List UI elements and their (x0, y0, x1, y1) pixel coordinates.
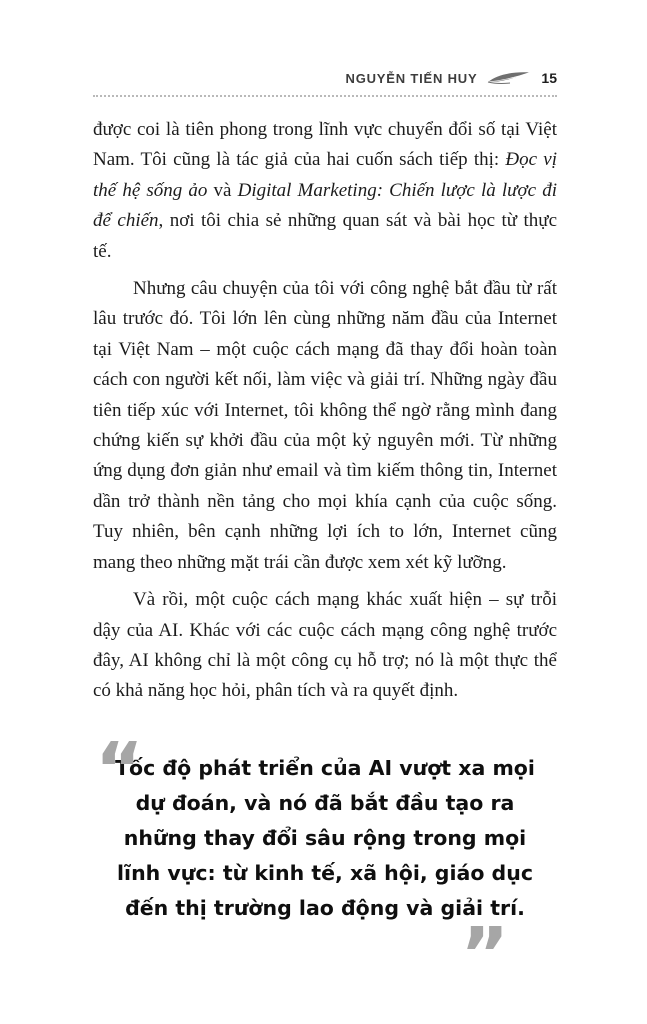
paragraph-1-text: được coi là tiên phong trong lĩnh vực chuyển đổi số tại Việt Nam. Tôi cũng là tác giả của hai cuốn sách tiếp thị: (93, 119, 557, 171)
page-number: 15 (541, 70, 557, 86)
header-divider (93, 95, 557, 97)
paragraph-2: Nhưng câu chuyện của tôi với công nghệ bắt đầu từ rất lâu trước đó. Tôi lớn lên cùng những năm đầu của Internet tại Việt Nam – một cuộc cách mạng đã thay đổi hoàn toàn cách con người kết nối, làm việc và giải trí. Những ngày đầu tiên tiếp xúc với Internet, tôi không thể ngờ rằng mình đang chứng kiến sự khởi đầu của một kỷ nguyên mới. Từ những ứng dụng đơn giản như email và tìm kiếm thông tin, Internet dần trở thành nền tảng cho mọi khía cạnh của cuộc sống. Tuy nhiên, bên cạnh những lợi ích to lớn, Internet cũng mang theo những mặt trái cần được xem xét kỹ lưỡng. (93, 278, 557, 573)
paragraph-1-connector: và (207, 179, 238, 201)
book-title-1: Đọc vị thế hệ sống ảo (93, 149, 558, 201)
book-title-2: Digital Marketing: Chiến lược là lược đi để chiến (93, 179, 557, 232)
page-body (93, 115, 557, 707)
close-quote-icon: ” (460, 911, 509, 998)
paragraph-1-tail: , nơi tôi chia sẻ những quan sát và bài học từ thực tế. (93, 210, 558, 262)
pull-quote (95, 726, 551, 998)
page-header (93, 68, 557, 88)
open-quote-icon: “ (95, 726, 144, 813)
paragraph-1 (93, 115, 557, 267)
author-name: NGUYỄN TIẾN HUY (345, 70, 478, 86)
feather-ornament-icon (486, 71, 532, 85)
paragraph-3: Và rồi, một cuộc cách mạng khác xuất hiện – sự trỗi dậy của AI. Khác với các cuộc cách mạng công nghệ trước đây, AI không chỉ là một công cụ hỗ trợ; nó là một thực thể có khả năng học hỏi, phân tích và ra quyết định. (93, 589, 557, 702)
pull-quote-text: Tốc độ phát triển của AI vượt xa mọi dự đoán, và nó đã bắt đầu tạo ra những thay đổi sâu rộng trong mọi lĩnh vực: từ kinh tế, xã hội, giáo dục đến thị trường lao động và giải trí. (115, 755, 535, 920)
